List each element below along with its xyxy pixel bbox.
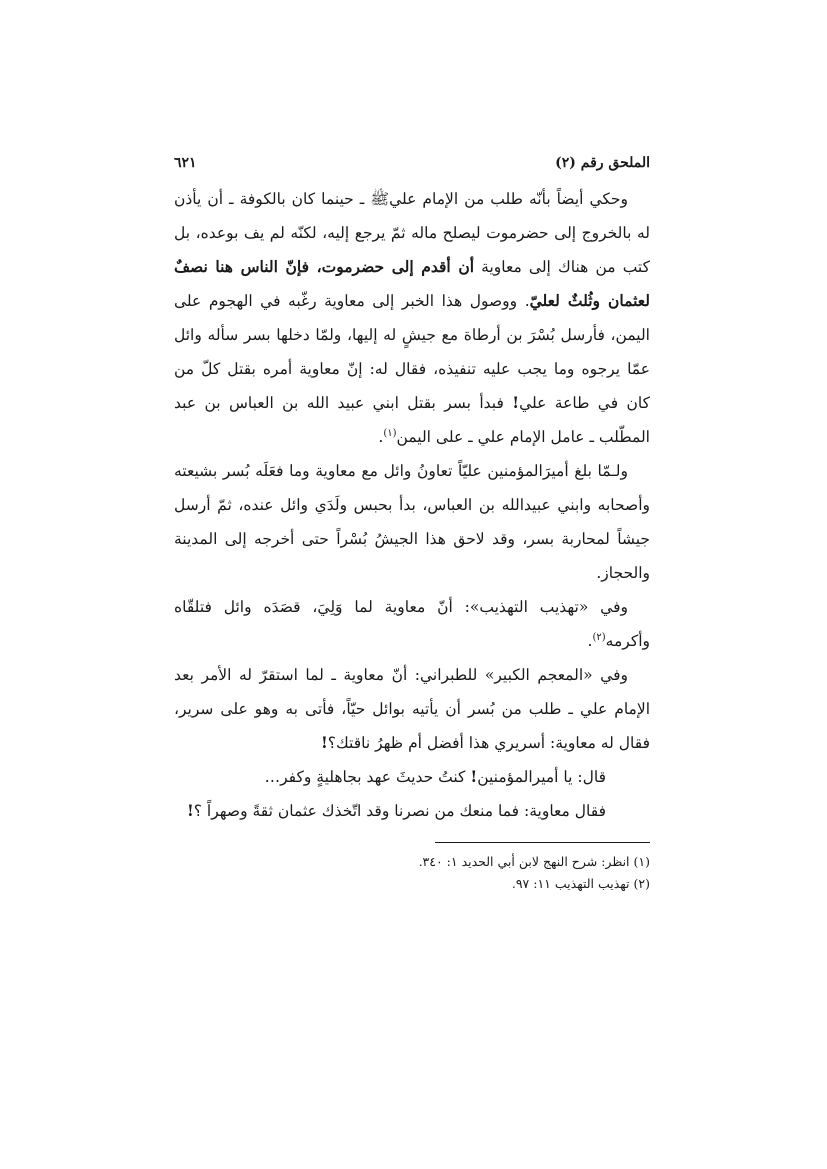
text-run: وحكي أيضاً بأنّه طلب من الإمام علي (389, 190, 628, 208)
quote-emphasis: أن أقدم إلى حضرموت، فإنّ الناس هنا نصفٌ لعثمان وثُلثٌ لعليّ (174, 257, 650, 310)
exclamation: ! (470, 767, 478, 786)
text-run: ـ حينما كان بالكوفة ـ أن يأذن له بالخروج إلى حضرموت ليصلح ماله ثمّ يرجع إليه، لكنّه لم يف بوعده، بل كتب من هناك إلى معاوية (174, 190, 650, 276)
footnote-2: (٢) تهذيب التهذيب ١١: ٩٧. (511, 876, 650, 891)
paragraph (174, 590, 650, 658)
text-run: قال: يا أميرالمؤمنين (477, 768, 606, 786)
dialogue-line (174, 760, 650, 794)
paragraph (174, 454, 650, 590)
page-number: ٦٢١ (174, 155, 197, 171)
exclamation: ! (186, 801, 194, 820)
text-run: . ووصول هذا الخبر إلى معاوية رغّبه في الهجوم على اليمن، فأرسل بُسْرَ بن أرطاة مع جيشٍ له إليها، ولمّا دخلها بسر سأله وائل عمّا يرجوه وما يجب عليه تنفيذه، فقال له: إنّ معاوية أمره بقتل كلّ من كان في طاعة علي (174, 292, 651, 412)
paragraph (174, 182, 650, 454)
text-run: وفي «تهذيب التهذيب»: أنّ معاوية لما وَلِيَ، قصَدَه وائل فتلقّاه وأكرمه (174, 598, 650, 650)
paragraph (174, 658, 650, 760)
footnote-ref-1[interactable]: (١) (383, 427, 397, 439)
exclamation: ! (320, 733, 328, 752)
dialogue-line (174, 794, 650, 828)
text-run: كنتُ حديثَ عهد بجاهليةٍ وكفر… (264, 768, 471, 786)
text-run: فقال معاوية: فما منعك من نصرنا وقد اتّخذك عثمان ثقةً وصهراً ؟ (193, 802, 606, 820)
section-title: الملحق رقم (٢) (555, 155, 650, 171)
footnote-1: (١) انظر: شرح النهج لابن أبي الحديد ١: ٣٤٠. (418, 854, 650, 869)
footnote-ref-2[interactable]: (٢) (592, 631, 606, 643)
text-run: فبدأ بسر بقتل ابني عبيد الله بن العباس بن عبد المطّلب ـ عامل الإمام علي ـ على اليمن (174, 394, 650, 446)
text-run: . (587, 632, 593, 650)
page (174, 148, 650, 1028)
salutation-symbol: ﷺ (370, 190, 390, 208)
body-text (174, 182, 650, 828)
text-run: ولـمّا بلغ أميرَالمؤمنين عليّاً تعاونُ وائل مع معاوية وما فعَلَه بُسر بشيعته وأصحابه وابني عبيدالله بن العباس، بدأ بحبس ولَدَي وائل عنده، ثمّ أرسل جيشاً لمحاربة بسر، وقد لاحق هذا الجيشُ بُسْراً حتى أخرجه إلى المدينة والحجاز. (174, 462, 650, 582)
exclamation: ! (512, 393, 520, 412)
running-head (174, 148, 650, 178)
text-run: . (378, 428, 384, 446)
footnotes (174, 851, 650, 895)
text-run: وفي «المعجم الكبير» للطبراني: أنّ معاوية ـ لما استقرّ له الأمر بعد الإمام علي ـ طلب من بُسر أن يأتيه بوائل حيّاً، فأتى به وهو على سرير، فقال له معاوية: أسريري هذا أفضل أم ظهرُ ناقتك؟ (174, 666, 650, 752)
footnote-divider (435, 842, 650, 843)
